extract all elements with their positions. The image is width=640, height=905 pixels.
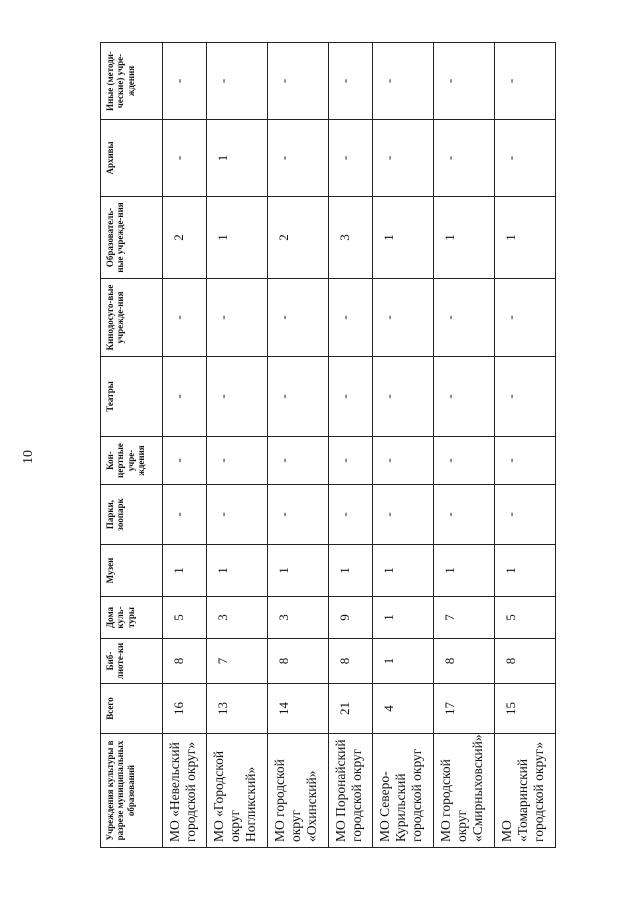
value-cell: - <box>328 357 372 437</box>
value-cell: 5 <box>494 597 555 639</box>
header-cell: Театры <box>101 357 163 437</box>
value-cell: - <box>494 437 555 485</box>
page-number: 10 <box>21 450 36 464</box>
header-cell: Биб-лиоте-ки <box>101 639 163 684</box>
table-row <box>163 43 207 848</box>
header-cell: Иные (методи-ческие) учре-ждения <box>101 43 163 120</box>
table-row <box>372 43 433 848</box>
value-cell: 16 <box>163 684 207 734</box>
header-cell: Кинодосуго-вые учрежде-ния <box>101 279 163 357</box>
value-cell: 8 <box>494 639 555 684</box>
value-cell: - <box>494 43 555 120</box>
value-cell: - <box>372 279 433 357</box>
value-cell: - <box>372 437 433 485</box>
municipality-name-cell: МО городской округ «Смирныховский» <box>433 734 494 848</box>
value-cell: 1 <box>206 197 267 279</box>
value-cell: - <box>163 120 207 197</box>
value-cell: - <box>372 357 433 437</box>
municipality-name-cell: МО городской округ «Охинский» <box>267 734 328 848</box>
value-cell: 21 <box>328 684 372 734</box>
value-cell: - <box>328 43 372 120</box>
value-cell: 1 <box>372 639 433 684</box>
value-cell: - <box>433 120 494 197</box>
header-cell: Учреждения культуры в разрезе муниципальных образований <box>101 734 163 848</box>
municipality-name-cell: МО Северо-Курильский городской округ <box>372 734 433 848</box>
value-cell: 9 <box>328 597 372 639</box>
value-cell: - <box>433 437 494 485</box>
value-cell: 1 <box>372 545 433 597</box>
header-cell: Дома куль-туры <box>101 597 163 639</box>
municipality-name-cell: МО Поронайский городской округ <box>328 734 372 848</box>
value-cell: - <box>206 43 267 120</box>
value-cell: 1 <box>372 197 433 279</box>
culture-institutions-table <box>100 42 556 848</box>
value-cell: - <box>163 485 207 545</box>
value-cell: 7 <box>433 597 494 639</box>
value-cell: - <box>267 120 328 197</box>
value-cell: 1 <box>206 120 267 197</box>
value-cell: 15 <box>494 684 555 734</box>
table-row <box>494 43 555 848</box>
value-cell: - <box>328 437 372 485</box>
value-cell: 14 <box>267 684 328 734</box>
header-cell: Музеи <box>101 545 163 597</box>
value-cell: - <box>433 279 494 357</box>
value-cell: - <box>328 485 372 545</box>
value-cell: 3 <box>328 197 372 279</box>
value-cell: - <box>494 357 555 437</box>
value-cell: 7 <box>206 639 267 684</box>
value-cell: - <box>206 279 267 357</box>
value-cell: 3 <box>267 597 328 639</box>
municipality-name-cell: МО «Томаринский городской округ» <box>494 734 555 848</box>
value-cell: - <box>328 279 372 357</box>
value-cell: 1 <box>206 545 267 597</box>
header-cell: Кон-цертные учре-ждения <box>101 437 163 485</box>
table-container <box>100 43 556 848</box>
value-cell: - <box>267 43 328 120</box>
value-cell: - <box>206 437 267 485</box>
value-cell: 1 <box>433 545 494 597</box>
value-cell: 1 <box>494 197 555 279</box>
municipality-name-cell: МО «Городской округ Ногликский» <box>206 734 267 848</box>
value-cell: - <box>267 357 328 437</box>
municipality-name-cell: МО «Невельский городской округ» <box>163 734 207 848</box>
table-row <box>328 43 372 848</box>
value-cell: 1 <box>494 545 555 597</box>
value-cell: - <box>163 279 207 357</box>
header-cell: Парки, зоопарк <box>101 485 163 545</box>
value-cell: - <box>206 485 267 545</box>
value-cell: - <box>372 120 433 197</box>
value-cell: 8 <box>163 639 207 684</box>
value-cell: 4 <box>372 684 433 734</box>
value-cell: 8 <box>267 639 328 684</box>
value-cell: 1 <box>328 545 372 597</box>
value-cell: - <box>433 357 494 437</box>
value-cell: - <box>267 279 328 357</box>
value-cell: - <box>372 43 433 120</box>
value-cell: 1 <box>163 545 207 597</box>
value-cell: 1 <box>267 545 328 597</box>
table-row <box>433 43 494 848</box>
value-cell: - <box>206 357 267 437</box>
value-cell: - <box>433 43 494 120</box>
value-cell: - <box>433 485 494 545</box>
value-cell: - <box>328 120 372 197</box>
value-cell: - <box>163 357 207 437</box>
value-cell: 17 <box>433 684 494 734</box>
header-cell: Всего <box>101 684 163 734</box>
value-cell: - <box>494 485 555 545</box>
header-row <box>101 43 163 848</box>
table-row <box>206 43 267 848</box>
value-cell: - <box>163 43 207 120</box>
value-cell: 13 <box>206 684 267 734</box>
value-cell: 5 <box>163 597 207 639</box>
value-cell: 1 <box>372 597 433 639</box>
value-cell: 1 <box>433 197 494 279</box>
value-cell: - <box>267 485 328 545</box>
value-cell: - <box>494 279 555 357</box>
header-cell: Образователь-ные учрежде-ния <box>101 197 163 279</box>
value-cell: - <box>163 437 207 485</box>
value-cell: 8 <box>433 639 494 684</box>
value-cell: - <box>494 120 555 197</box>
value-cell: - <box>372 485 433 545</box>
header-cell: Архивы <box>101 120 163 197</box>
value-cell: 8 <box>328 639 372 684</box>
value-cell: - <box>267 437 328 485</box>
value-cell: 2 <box>267 197 328 279</box>
table-row <box>267 43 328 848</box>
value-cell: 3 <box>206 597 267 639</box>
value-cell: 2 <box>163 197 207 279</box>
